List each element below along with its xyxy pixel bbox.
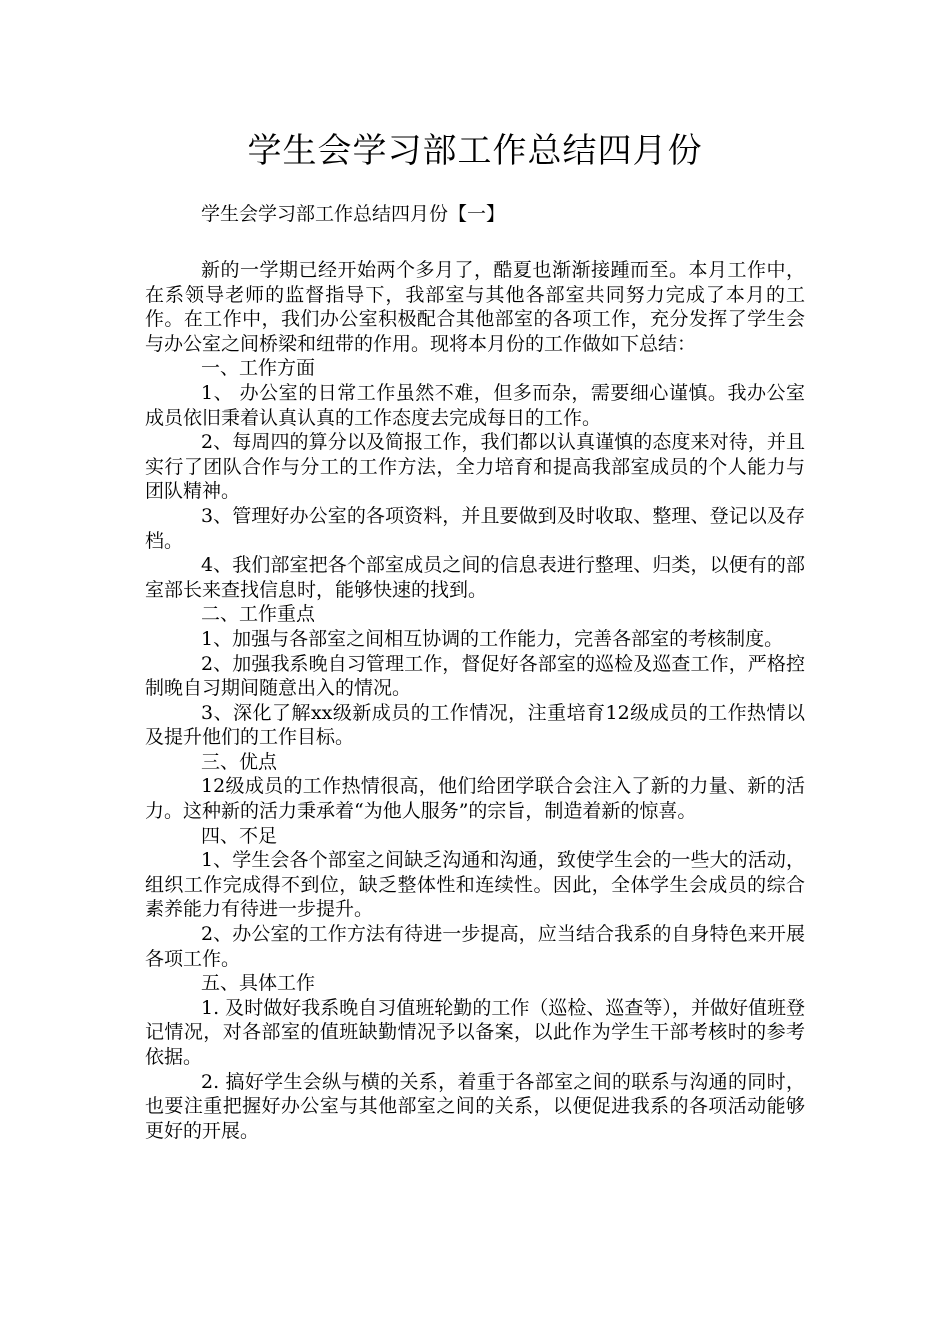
- document-subtitle: 学生会学习部工作总结四月份【一】: [201, 203, 506, 225]
- document-title: 学生会学习部工作总结四月份: [247, 131, 703, 171]
- section-heading-weaknesses: 四、不足: [201, 824, 278, 847]
- paragraph: 1、学生会各个部室之间缺乏沟通和沟通，致使学生会的一些大的活动，组织工作完成得不到位，缺乏整体性和连续性。因此，全体学生会成员的综合素养能力有待进一步提升。: [145, 849, 805, 921]
- paragraph: 4、我们部室把各个部室成员之间的信息表进行整理、归类，以便有的部室部长来查找信息时，能够快速的找到。: [145, 554, 805, 601]
- section-heading-specific-work: 五、具体工作: [201, 972, 316, 995]
- paragraph: 3、管理好办公室的各项资料，并且要做到及时收取、整理、登记以及存档。: [145, 504, 805, 552]
- section-heading-focus: 二、工作重点: [201, 603, 316, 626]
- paragraph-intro: 新的一学期已经开始两个多月了，酷夏也渐渐接踵而至。本月工作中，在系领导老师的监督指导下，我部室与其他各部室共同努力完成了本月的工作。在工作中，我们办公室积极配合其他部室的各项工作，充分发挥了学生会与办公室之间桥梁和纽带的作用。现将本月份的工作做如下总结：: [145, 259, 805, 355]
- document-body: [145, 258, 805, 1143]
- section-heading-strengths: 三、优点: [201, 750, 278, 773]
- paragraph: 2. 搞好学生会纵与横的关系，着重于各部室之间的联系与沟通的同时，也要注重把握好办公室与其他部室之间的关系，以便促进我系的各项活动能够更好的开展。: [145, 1070, 805, 1142]
- paragraph: 2、每周四的算分以及简报工作，我们都以认真谨慎的态度来对待，并且实行了团队合作与分工的工作方法，全力培育和提高我部室成员的个人能力与团队精神。: [145, 431, 805, 503]
- paragraph: 1. 及时做好我系晚自习值班轮勤的工作（巡检、巡查等），并做好值班登记情况，对各部室的值班缺勤情况予以备案，以此作为学生干部考核时的参考依据。: [145, 996, 805, 1068]
- paragraph: 3、深化了解xx级新成员的工作情况，注重培育12级成员的工作热情以及提升他们的工作目标。: [145, 701, 805, 749]
- section-heading-work: 一、工作方面: [201, 357, 316, 380]
- paragraph: 2、办公室的工作方法有待进一步提高，应当结合我系的自身特色来开展各项工作。: [145, 923, 805, 970]
- paragraph: 12级成员的工作热情很高，他们给团学联合会注入了新的力量、新的活力。这种新的活力秉承着“为他人服务”的宗旨，制造着新的惊喜。: [145, 775, 805, 823]
- paragraph: 2、加强我系晚自习管理工作，督促好各部室的巡检及巡查工作，严格控制晚自习期间随意出入的情况。: [145, 652, 805, 700]
- paragraph: 1、加强与各部室之间相互协调的工作能力，完善各部室的考核制度。: [201, 627, 784, 650]
- paragraph: 1、 办公室的日常工作虽然不难，但多而杂，需要细心谨慎。我办公室成员依旧秉着认真认真的工作态度去完成每日的工作。: [145, 381, 805, 429]
